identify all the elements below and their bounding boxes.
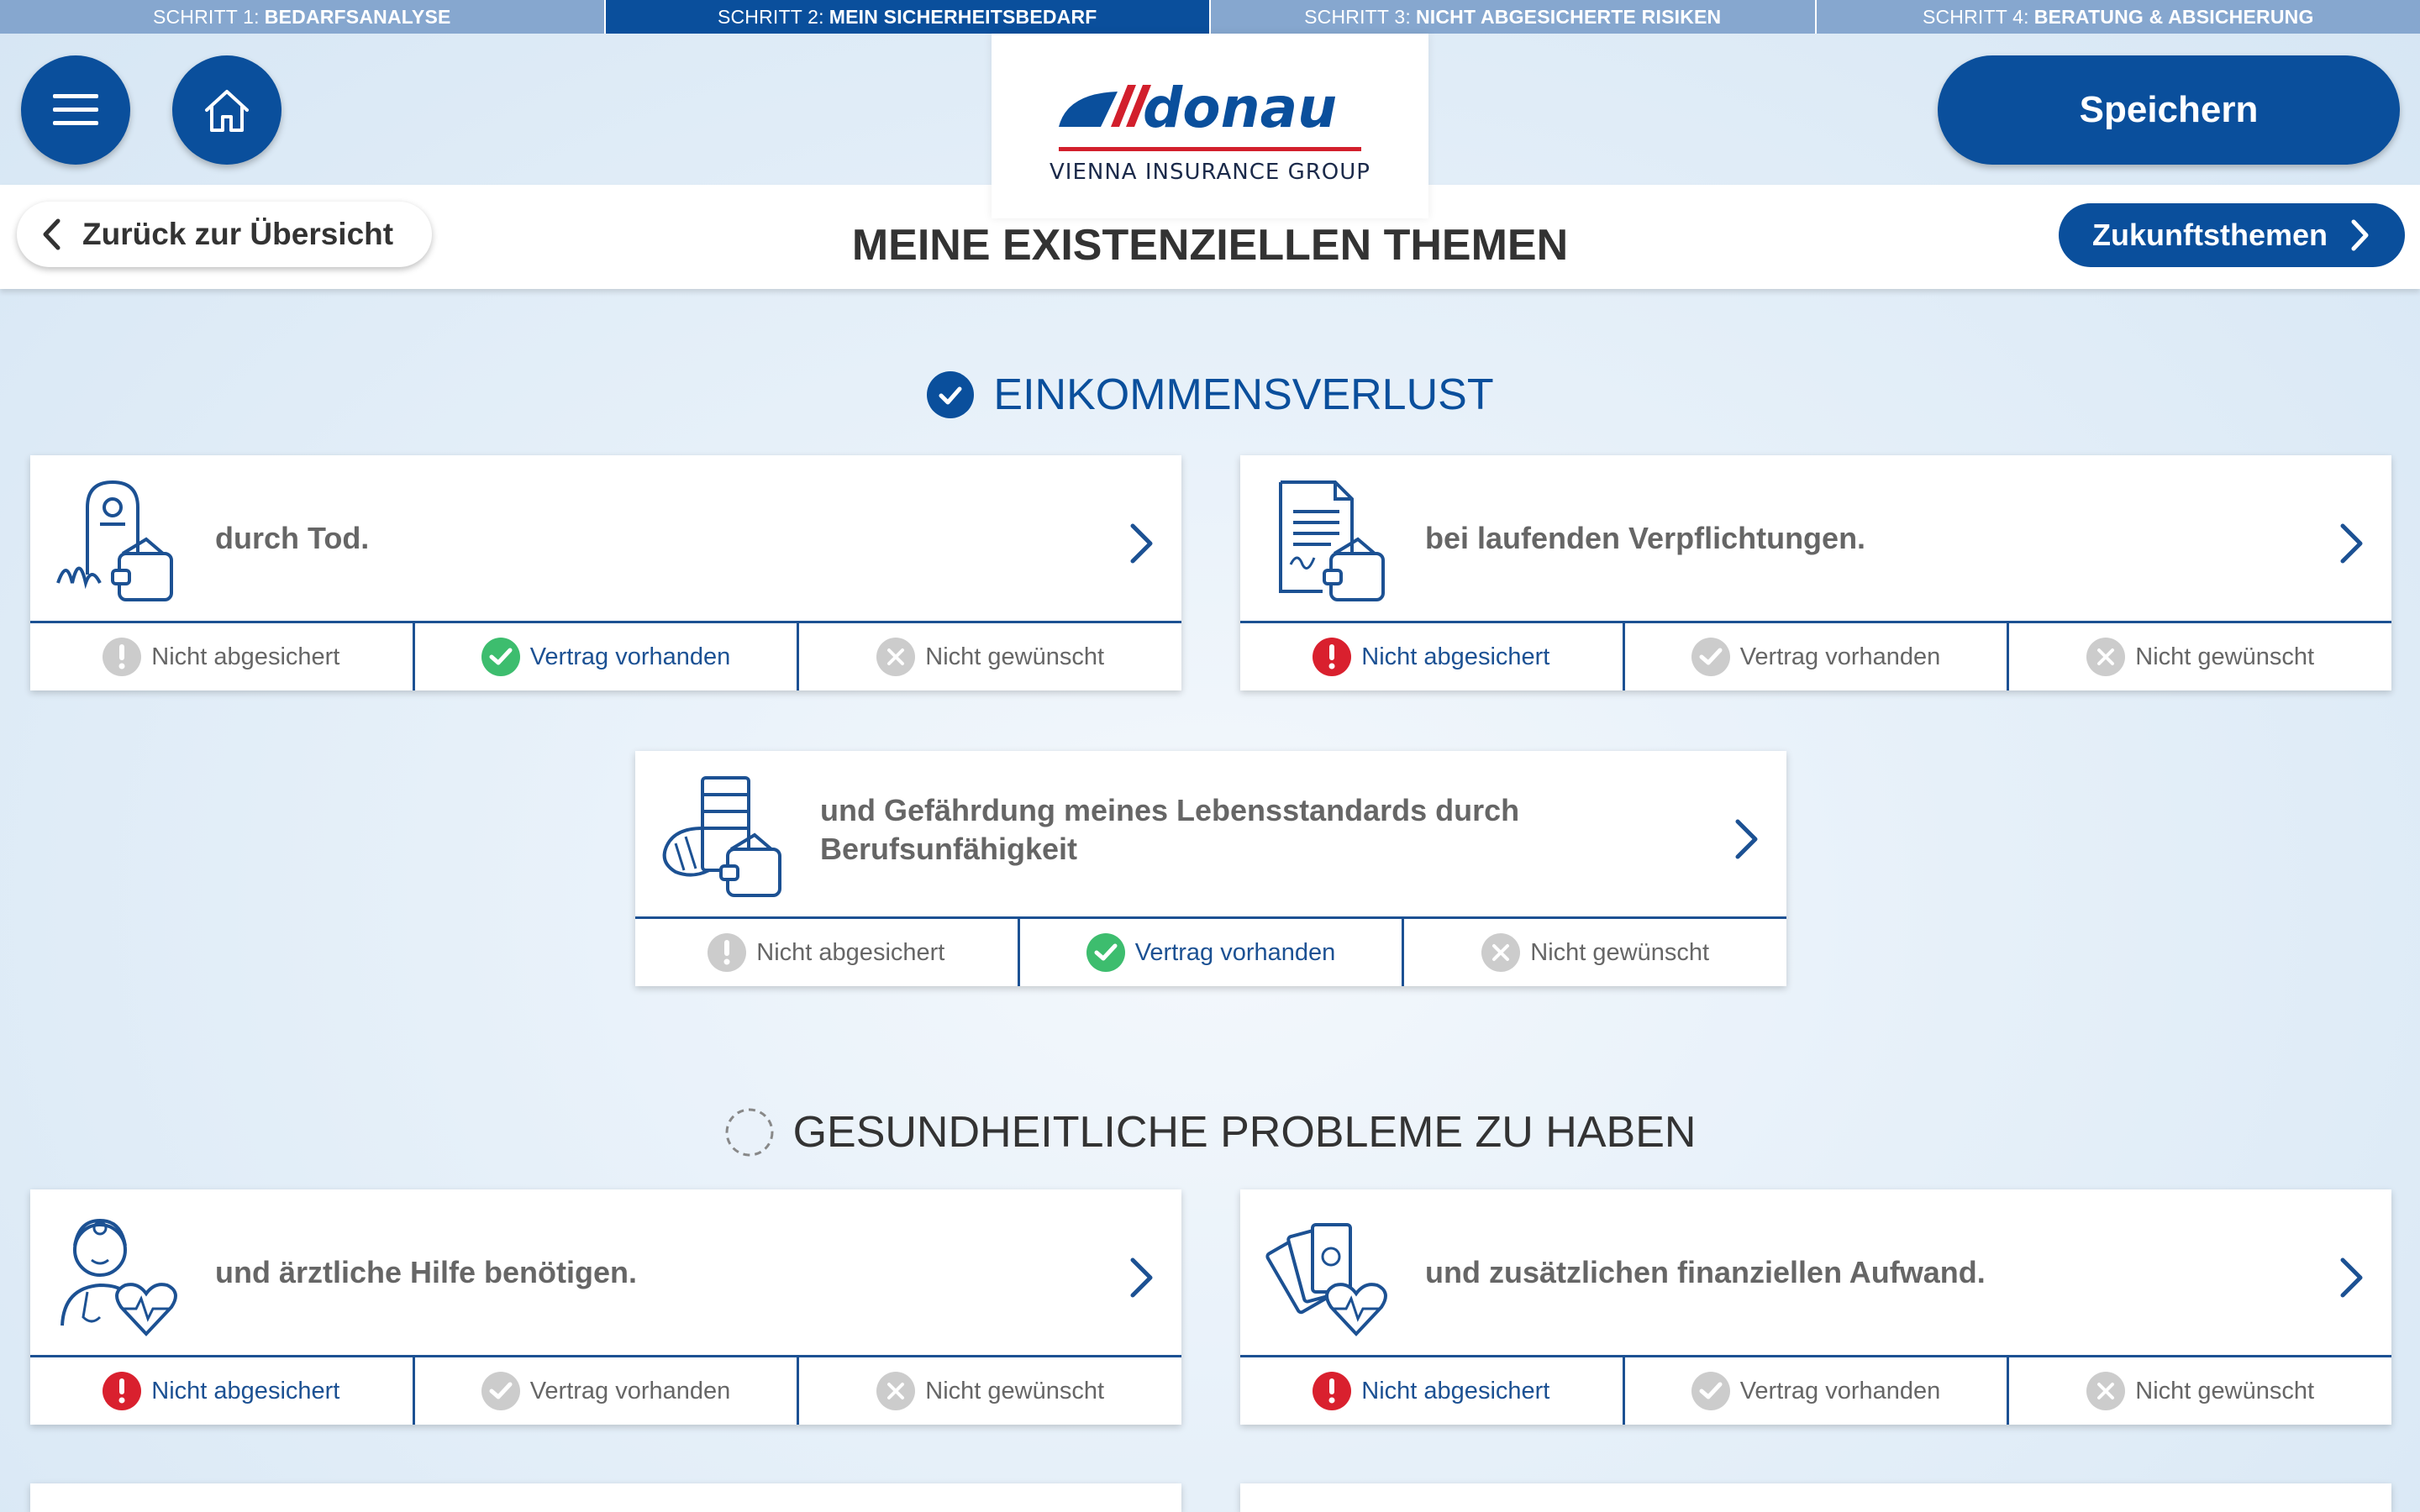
step-1-label: BEDARFSANALYSE <box>264 5 451 28</box>
option-not-wanted[interactable] <box>799 623 1181 690</box>
doctor-heart-icon <box>54 1208 180 1342</box>
card-partial-right[interactable] <box>1240 1483 2391 1512</box>
card-partial-left[interactable] <box>30 1483 1181 1512</box>
check-icon <box>481 638 520 676</box>
card-obligations-text: bei laufenden Verpflichtungen. <box>1425 520 1866 555</box>
option-contract[interactable] <box>415 1357 800 1425</box>
chevron-right-icon[interactable] <box>1129 1257 1155 1299</box>
step-4-label: BERATUNG & ABSICHERUNG <box>2033 5 2314 28</box>
step-1-prefix: SCHRITT 1: <box>152 5 260 28</box>
step-2-prefix: SCHRITT 2: <box>717 5 824 28</box>
option-label: Nicht abgesichert <box>1361 1377 1550 1404</box>
step-3[interactable] <box>1211 0 1817 34</box>
cast-arm-wallet-icon <box>659 769 785 904</box>
cross-icon <box>2086 638 2125 676</box>
section-title-income-loss <box>0 370 2420 420</box>
option-not-secured[interactable] <box>1240 1357 1625 1425</box>
step-1[interactable] <box>0 0 606 34</box>
gravestone-wallet-icon <box>54 474 180 608</box>
card-disability-text-line1: und Gefährdung meines Lebensstandards durch <box>820 793 1520 827</box>
save-button[interactable]: Speichern <box>1938 55 2400 165</box>
option-contract[interactable] <box>1625 1357 2010 1425</box>
chevron-right-icon[interactable] <box>1129 522 1155 564</box>
donau-logo-mark <box>1050 68 1370 144</box>
check-circle-icon <box>926 370 975 419</box>
chevron-right-icon[interactable] <box>1734 818 1760 860</box>
hamburger-icon <box>53 92 98 128</box>
progress-steps <box>0 0 2420 34</box>
check-icon <box>481 1372 520 1410</box>
step-4[interactable] <box>1817 0 2420 34</box>
option-not-wanted[interactable] <box>2009 1357 2391 1425</box>
card-medical-help[interactable] <box>30 1189 1181 1425</box>
option-label: Nicht gewünscht <box>2135 1377 2315 1404</box>
option-label: Nicht gewünscht <box>925 1377 1105 1404</box>
option-not-secured[interactable] <box>30 1357 415 1425</box>
chevron-right-icon[interactable] <box>2339 522 2365 564</box>
logo-subtitle: VIENNA INSURANCE GROUP <box>1050 159 1370 185</box>
option-contract[interactable] <box>1625 623 2010 690</box>
option-not-secured[interactable] <box>30 623 415 690</box>
option-label: Vertrag vorhanden <box>1739 643 1941 670</box>
option-label: Vertrag vorhanden <box>1739 1377 1941 1404</box>
exclamation-icon <box>103 638 141 676</box>
contract-wallet-icon <box>1264 474 1390 608</box>
logo-underline <box>1059 147 1361 151</box>
section-2-title: GESUNDHEITLICHE PROBLEME ZU HABEN <box>792 1108 1697 1157</box>
option-contract[interactable] <box>1020 919 1405 986</box>
option-label: Nicht gewünscht <box>925 643 1105 670</box>
chevron-right-icon[interactable] <box>2339 1257 2365 1299</box>
option-not-secured[interactable] <box>635 919 1020 986</box>
section-title-health-problems <box>0 1107 2420 1158</box>
option-label: Nicht abgesichert <box>151 643 340 670</box>
section-1-title: EINKOMMENSVERLUST <box>993 370 1494 419</box>
step-4-prefix: SCHRITT 4: <box>1922 5 2029 28</box>
exclamation-icon <box>1313 638 1351 676</box>
option-label: Vertrag vorhanden <box>529 643 731 670</box>
card-financial-effort-text: und zusätzlichen finanziellen Aufwand. <box>1425 1254 1986 1289</box>
step-3-prefix: SCHRITT 3: <box>1304 5 1411 28</box>
card-obligations[interactable] <box>1240 455 2391 690</box>
card-death[interactable] <box>30 455 1181 690</box>
home-button[interactable] <box>172 55 281 165</box>
logo-wordmark: donau <box>1143 75 1338 140</box>
exclamation-icon <box>708 933 746 972</box>
option-label: Nicht gewünscht <box>1530 938 1710 966</box>
step-3-label: NICHT ABGESICHERTE RISIKEN <box>1415 5 1722 28</box>
step-2-label: MEIN SICHERHEITSBEDARF <box>829 5 1097 28</box>
check-icon <box>1086 933 1125 972</box>
card-disability[interactable] <box>635 751 1786 986</box>
option-label: Nicht abgesichert <box>756 938 945 966</box>
option-label: Vertrag vorhanden <box>529 1377 731 1404</box>
option-label: Nicht gewünscht <box>2135 643 2315 670</box>
page-title: MEINE EXISTENZIELLEN THEMEN <box>851 221 1569 270</box>
home-icon <box>202 85 252 135</box>
pending-circle-icon <box>724 1107 775 1158</box>
card-disability-text-line2: Berufsunfähigkeit <box>820 832 1078 866</box>
option-not-secured[interactable] <box>1240 623 1625 690</box>
exclamation-icon <box>1313 1372 1351 1410</box>
logo <box>992 34 1428 218</box>
step-2[interactable] <box>606 0 1212 34</box>
card-medical-help-text: und ärztliche Hilfe benötigen. <box>215 1254 638 1289</box>
check-icon <box>1691 1372 1730 1410</box>
money-heart-icon <box>1264 1208 1390 1342</box>
cross-icon <box>876 1372 915 1410</box>
option-not-wanted[interactable] <box>1404 919 1786 986</box>
option-not-wanted[interactable] <box>799 1357 1181 1425</box>
cross-icon <box>1481 933 1520 972</box>
cross-icon <box>876 638 915 676</box>
option-contract[interactable] <box>415 623 800 690</box>
future-button-label: Zukunftsthemen <box>2092 218 2328 252</box>
cross-icon <box>2086 1372 2125 1410</box>
option-label: Nicht abgesichert <box>151 1377 340 1404</box>
card-financial-effort[interactable] <box>1240 1189 2391 1425</box>
exclamation-icon <box>103 1372 141 1410</box>
option-label: Vertrag vorhanden <box>1134 938 1336 966</box>
check-icon <box>1691 638 1730 676</box>
option-label: Nicht abgesichert <box>1361 643 1550 670</box>
back-button-label: Zurück zur Übersicht <box>82 217 394 251</box>
menu-button[interactable] <box>21 55 130 165</box>
card-death-text: durch Tod. <box>215 520 370 555</box>
card-disability-text <box>820 791 1519 869</box>
option-not-wanted[interactable] <box>2009 623 2391 690</box>
